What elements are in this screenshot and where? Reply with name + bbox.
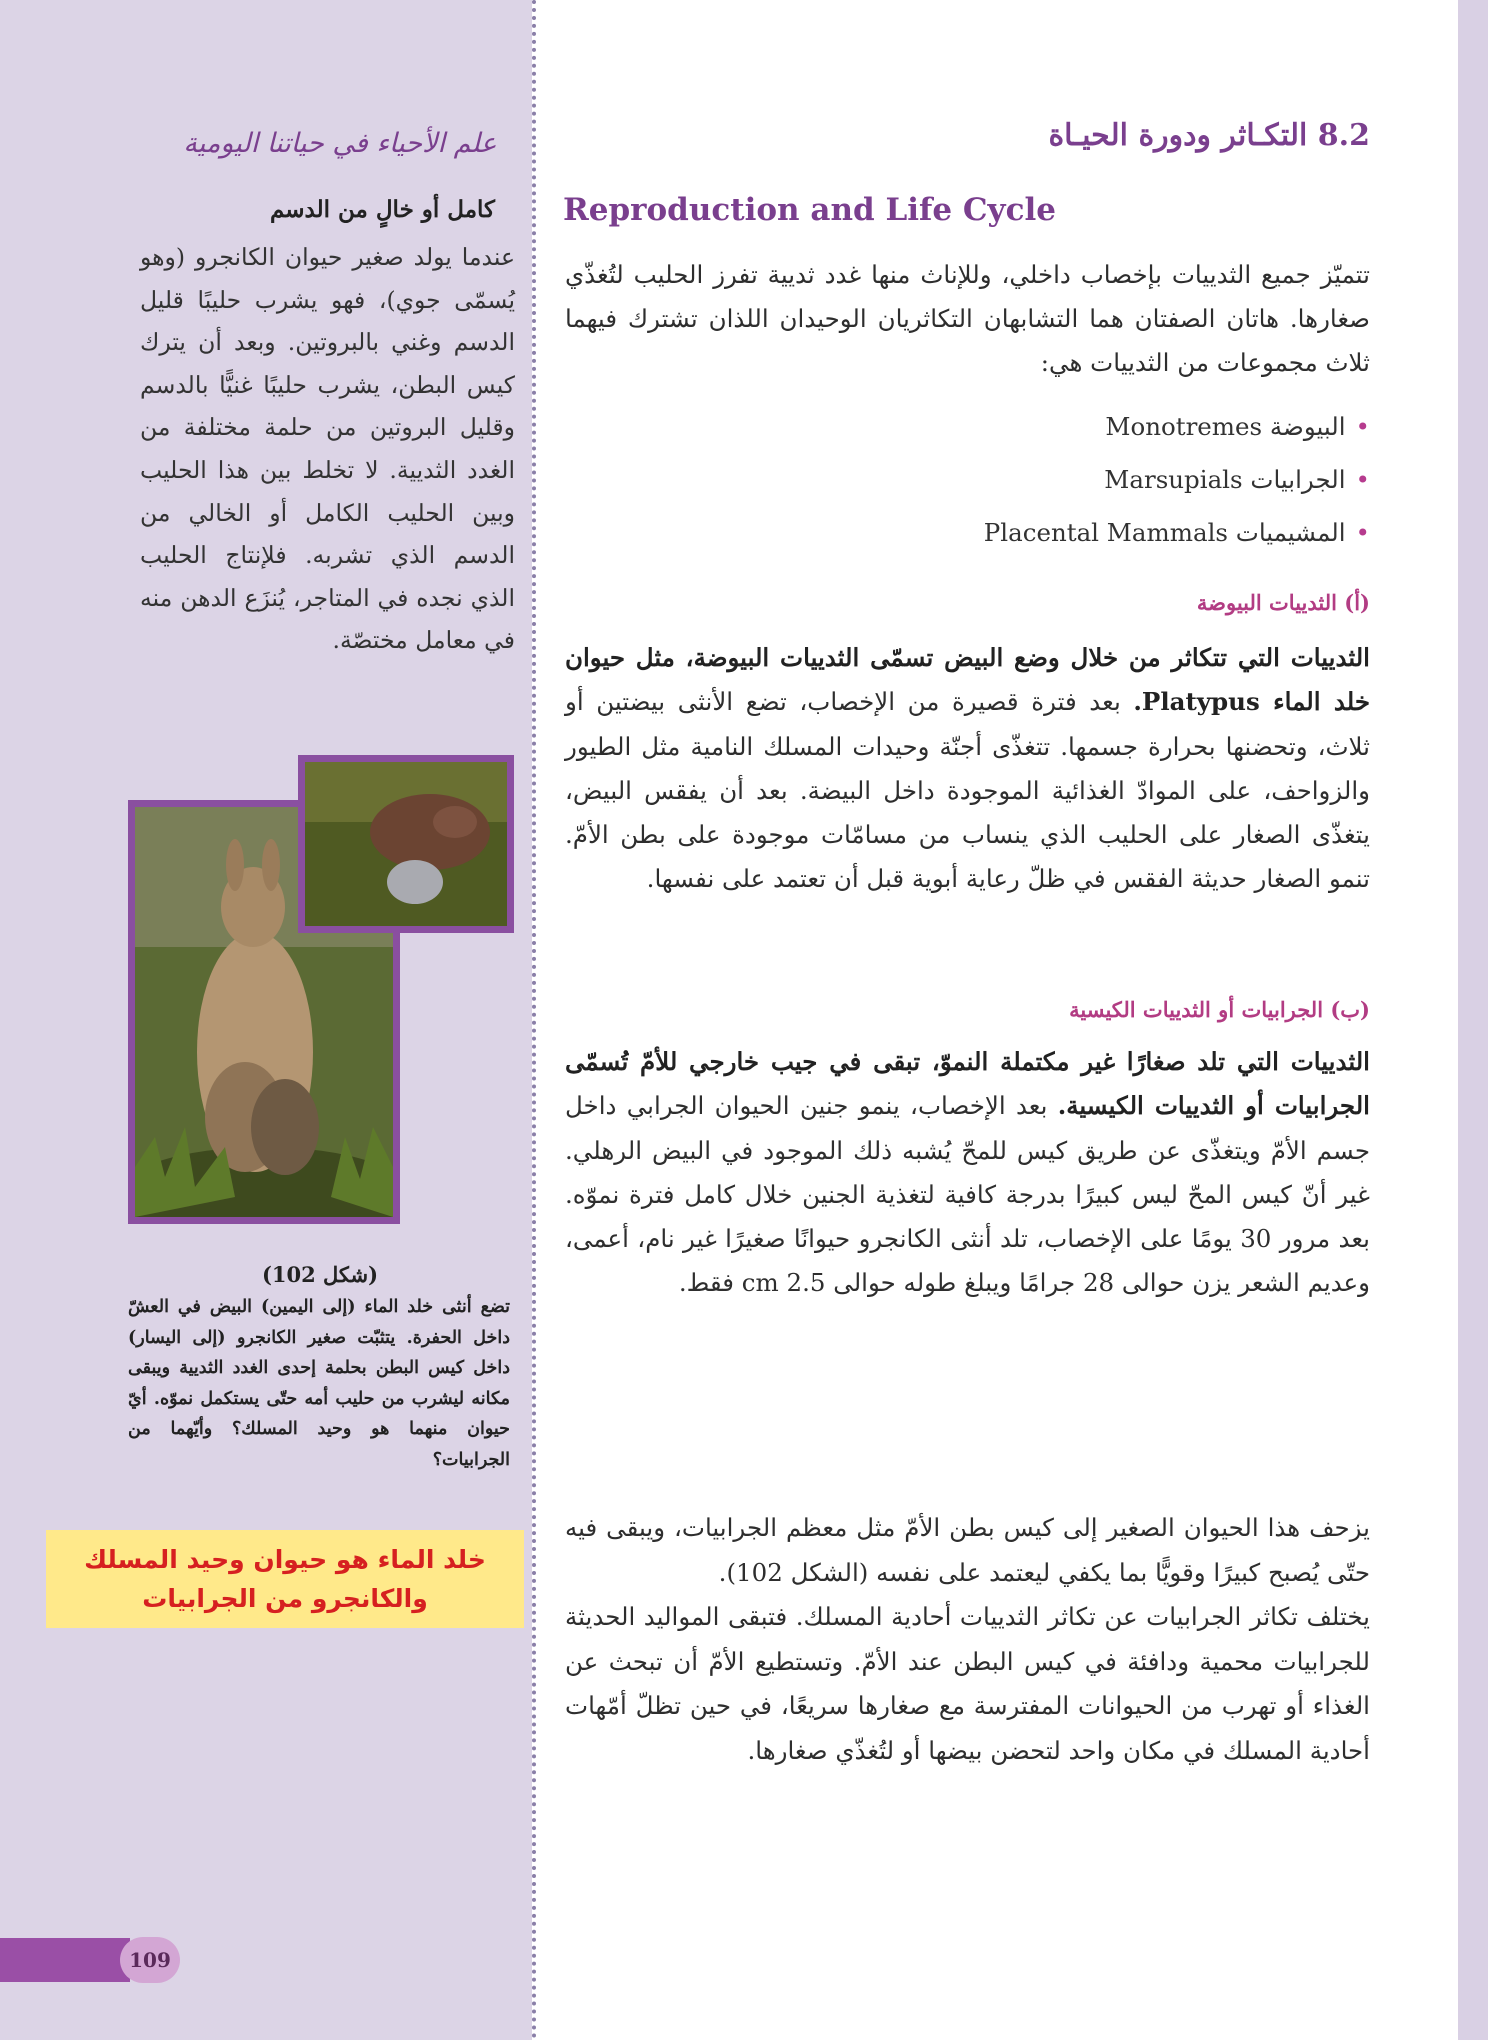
bullet-icon: • (1355, 412, 1370, 441)
list-item: •الجرابيات Marsupials (1104, 465, 1370, 494)
right-margin-strip (1458, 0, 1488, 2040)
page-number-bar (0, 1938, 130, 1982)
monotremes-text: بعد فترة قصيرة من الإخصاب، تضع الأنثى بيضتين أو ثلاث، وتحضنها بحرارة جسمها. تتغذّى أجنّة وحيدات المسلك النامية مثل الطيور والزواحف، على الموادّ الغذائية الموجودة داخل البيضة. بعد أن يفقس البيض، يتغذّى الصغار على الحليب الذي ينساب من مسامّات موجودة على بطن الأمّ. تنمو الصغار حديثة الفقس في ظلّ رعاية أبوية قبل أن تعتمد على نفسها. (565, 687, 1370, 894)
sidebar-box-title: كامل أو خالٍ من الدسم (269, 196, 495, 223)
english-title: Reproduction and Life Cycle (563, 192, 1056, 228)
subheading-monotremes: (أ) الثدييات البيوضة (1196, 590, 1370, 615)
section-title: 8.2 التكـاثر ودورة الحيـاة (1048, 118, 1370, 153)
closing-paragraphs (565, 1506, 1370, 1773)
sidebar-body-text: عندما يولد صغير حيوان الكانجرو (وهو يُسمّى جوي)، فهو يشرب حليبًا قليل الدسم وغني بالبروتين. وبعد أن يترك كيس البطن، يشرب حليبًا غنيًّا بالدسم وقليل البروتين من حلمة مختلفة من الغدد الثديية. لا تخلط بين هذا الحليب وبين الحليب الكامل أو الخالي من الدسم الذي تشربه. فلإنتاج الحليب الذي نجده في المتاجر، يُنزَع الدهن منه في معامل مختصّة. (140, 243, 515, 655)
monotremes-definition: الثدييات التي تتكاثر من خلال وضع البيض تسمّى الثدييات البيوضة، مثل حيوان خلد الماء Platypus. (565, 643, 1370, 717)
list-item: •البيوضة Monotremes (1105, 412, 1370, 441)
list-item: •المشيميات Placental Mammals (983, 518, 1370, 547)
paragraph-joey: يزحف هذا الحيوان الصغير إلى كيس بطن الأمّ مثل معظم الجرابيات، ويبقى فيه حتّى يُصبح كبيرًا وقويًّا بما يكفي ليعتمد على نفسه (الشكل 102). (565, 1513, 1370, 1587)
intro-paragraph: تتميّز جميع الثدييات بإخصاب داخلي، وللإناث منها غدد ثديية تفرز الحليب لتُغذّي صغارها. هاتان الصفتان هما التشابهان التكاثريان الوحيدان اللذان تشترك فيهما ثلاث مجموعات من الثدييات هي: (565, 260, 1370, 377)
paragraph-comparison: يختلف تكاثر الجرابيات عن تكاثر الثدييات أحادية المسلك. فتبقى المواليد الحديثة للجرابيات محمية ودافئة في كيس البطن عند الأمّ. وتستطيع الأمّ أن تبحث عن الغذاء أو تهرب من الحيوانات المفترسة مع صغارها سريعًا، في حين تظلّ أمّهات أحادية المسلك في مكان واحد لتحضن بيضها أو لتُغذّي صغارها. (565, 1602, 1370, 1765)
page-number: 109 (120, 1937, 180, 1983)
answer-line-2: والكانجرو من الجرابيات (142, 1584, 428, 1613)
figure-caption: تضع أنثى خلد الماء (إلى اليمين) البيض في العشّ داخل الحفرة. يتثبّت صغير الكانجرو (إلى اليسار) داخل كيس البطن بحلمة إحدى الغدد الثديية ويبقى مكانه ليشرب من حليب أمه حتّى يستكمل نموّه. أيّ حيوان منهما هو وحيد المسلك؟ وأيّهما من الجرابيات؟ (128, 1297, 510, 1470)
answer-box (46, 1530, 524, 1628)
marsupials-text: بعد الإخصاب، ينمو جنين الحيوان الجرابي داخل جسم الأمّ ويتغذّى عن طريق كيس للمحّ يُشبه ذلك الموجود في البيض الرهلي. غير أنّ كيس المحّ ليس كبيرًا بدرجة كافية لتغذية الجنين خلال كامل فترة نموّه. بعد مرور 30 يومًا على الإخصاب، تلد أنثى الكانجرو حيوانًا صغيرًا غير نام، أعمى، وعديم الشعر يزن حوالى 28 جرامًا ويبلغ طوله حوالى 2.5 cm فقط. (565, 1091, 1370, 1298)
bullet-icon: • (1355, 465, 1370, 494)
monotremes-paragraph (565, 636, 1370, 902)
subheading-marsupials: (ب) الجرابيات أو الثدييات الكيسية (1069, 997, 1370, 1022)
sidebar-title: علم الأحياء في حياتنا اليومية (183, 128, 497, 159)
marsupials-paragraph (565, 1040, 1370, 1306)
mammal-groups-list (670, 400, 1370, 559)
figure-label: (شكل 102) (261, 1262, 379, 1287)
dotted-divider (532, 0, 536, 2040)
platypus-photo (298, 755, 514, 933)
answer-line-1: خلد الماء هو حيوان وحيد المسلك (84, 1545, 486, 1574)
bullet-icon: • (1355, 518, 1370, 547)
platypus-illustration (305, 762, 507, 926)
marsupials-definition: الثدييات التي تلد صغارًا غير مكتملة النموّ، تبقى في جيب خارجي للأمّ تُسمّى الجرابيات أو الثدييات الكيسية. (565, 1047, 1370, 1121)
